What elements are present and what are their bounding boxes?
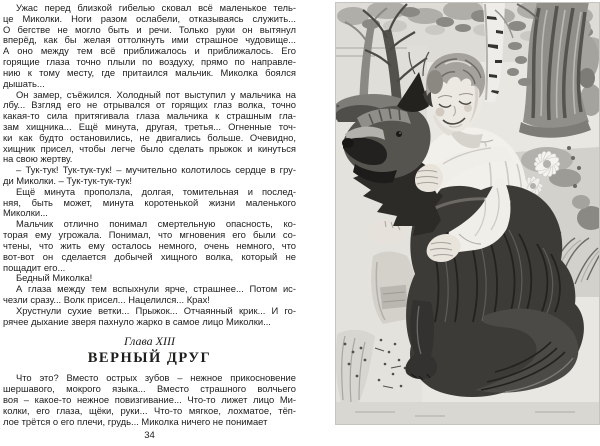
- paragraph: [3, 3, 296, 90]
- text-line: Миколки...: [3, 207, 48, 219]
- paragraph: [3, 90, 296, 166]
- text-line: А глаза между тем вспыхнули ярче, страшнее... Потом ис-: [16, 283, 296, 295]
- text-line: лбу... Взгляд его не отрывался от горящих глаз волка, точно: [3, 99, 296, 111]
- text-line: шершавого, мокрого языка... Вместо страшного волчьего: [3, 383, 296, 395]
- illustration-canvas: [335, 2, 600, 425]
- text-line: – Тук-тук! Тук-тук-тук! – мучительно колотилось сердце в гру-: [16, 164, 296, 176]
- paragraph: [3, 187, 296, 219]
- text-line: на свою жертву.: [3, 153, 73, 165]
- text-line: няя, быть может, минута коротенькой жизни маленького: [3, 196, 296, 208]
- paragraph: [3, 219, 296, 273]
- paragraph: [3, 306, 296, 328]
- text-line: ди Миколки. – Тук-тук-тук-тук!: [3, 175, 132, 186]
- text-line: чтены, что жить ему осталось немного, очень немного, что: [3, 239, 296, 251]
- text-line: пощадит его...: [3, 261, 66, 273]
- text-line: Что это? Вместо острых зубов – нежное прикосновение: [16, 372, 296, 384]
- text-line: нию к тому месту, где притаился мальчик. Миколка боялся: [3, 66, 296, 78]
- text-line: рячее дыхание зверя пахнуло жарко в самое лицо Миколки...: [3, 315, 271, 327]
- text-line: Хрустнули сухие ветки... Прыжок... Отчаянный крик... И го-: [16, 304, 296, 316]
- text-line: ки как будто остановились, не двигались больше. Очевидно,: [3, 131, 296, 143]
- text-line: Ещё минута проползла, долгая, томительная и послед-: [16, 185, 296, 197]
- illustration-boy-hugging-dog: [335, 2, 600, 425]
- text-line: Он замер, съёжился. Холодный пот выступил у мальчика на: [16, 88, 296, 100]
- paragraph: [3, 284, 296, 306]
- text-line: горящие глаза точно плыли по воздуху, прямо по направле-: [3, 56, 296, 68]
- paragraph: [3, 165, 296, 187]
- bottom-band: [335, 402, 600, 425]
- chapter-title: ВЕРНЫЙ ДРУГ: [87, 350, 212, 367]
- text-line: Мальчик отлично понимал смертельную опасность, ко-: [16, 218, 296, 230]
- page-number: 34: [144, 430, 155, 441]
- paragraph: [3, 373, 296, 427]
- text-line: Бедный Миколка!: [16, 272, 93, 284]
- text-line: О бегстве не могло быть и речи. Только руки он вытянул: [3, 23, 296, 35]
- text-line: це Миколки. Ноги разом ослабели, отказываясь служить...: [3, 12, 296, 24]
- text-line: вперёд, как бы желая оттолкнуть ими страшное чудовище...: [3, 34, 296, 46]
- text-column: [3, 3, 296, 427]
- text-line: дышать...: [3, 77, 45, 89]
- text-line: вот-вот он сделается добычей хищного волка, который не: [3, 250, 296, 262]
- text-line: лое трётся о его плечи, грудь... Миколка ничего не понимает: [3, 415, 268, 427]
- chapter-number: Глава XIII: [123, 334, 175, 349]
- text-line: Ужас перед близкой гибелью сковал всё маленькое тель-: [16, 2, 296, 13]
- text-line: какая-то сила притягивала глаза мальчика к страшным гла-: [3, 110, 296, 122]
- chapter-heading: [3, 334, 296, 367]
- text-line: чезли сразу... Волк присел... Нацелился... Крах!: [3, 293, 210, 305]
- text-line: А оно между тем всё приближалось и приближалось. Его: [3, 45, 296, 57]
- text-line: зам хищника... Ещё минута, другая, третья... Огненные точ-: [3, 120, 296, 132]
- text-line: хищник присел, чтобы легче было сделать прыжок и кинуться: [3, 142, 296, 154]
- text-line: колки, его глаза, щёки, руки... Что-то мягкое, лохматое, тёп-: [3, 404, 296, 416]
- text-line: воя – какое-то нежное повизгивание... Что-то лижет лицо Ми-: [3, 394, 296, 405]
- text-line: торая ему угрожала. Понимал, что мгновения его были со-: [3, 229, 296, 241]
